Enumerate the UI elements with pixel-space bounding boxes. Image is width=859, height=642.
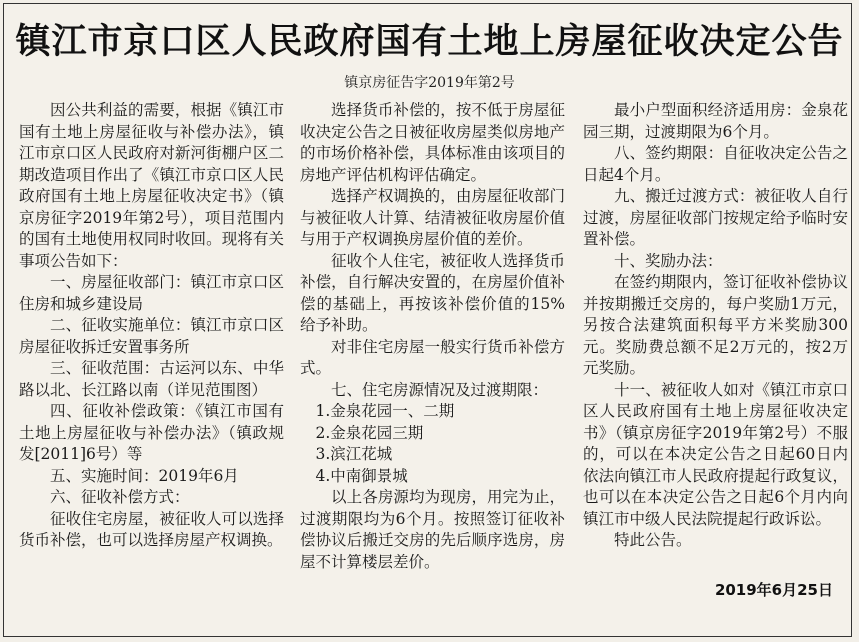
notice-title: 镇江市京口区人民政府国有土地上房屋征收决定公告 — [15, 22, 844, 62]
item-expropriation-scope: 三、征收范围：古运河以东、中华路以北、长江路以南（详见范围图） — [19, 359, 284, 399]
item-signing-period: 八、签约期限：自征收决定公告之日起4个月。 — [583, 144, 848, 184]
item-reward-method: 十、奖励办法： — [614, 251, 723, 270]
housing-source: 1.金泉花园一、二期 — [315, 402, 455, 420]
affordable-housing: 最小户型面积经济适用房：金泉花园三期，过渡期限为6个月。 — [583, 101, 848, 141]
document-number: 镇京房征告字2019年第2号 — [344, 75, 515, 91]
intro-paragraph: 因公共利益的需要，根据《镇江市国有土地上房屋征收与补偿办法》，镇江市京口区人民政府对新河街棚户区二期改造项目作出了《镇江市京口区人民政府国有土地上房屋征收决定书》（镇京房征字2019年第2号），项目范围内的国有土地使用权同时收回。现将有关事项公告如下： — [19, 101, 284, 270]
non-residential: 对非住宅房屋一般实行货币补偿方式。 — [300, 337, 565, 377]
closing-statement: 特此公告。 — [614, 531, 692, 549]
housing-source: 3.滨江花城 — [315, 445, 393, 463]
item-compensation-method: 六、征收补偿方式： — [50, 488, 190, 506]
item-implementing-unit: 二、征收实施单位：镇江市京口区房屋征收拆迁安置事务所 — [19, 316, 284, 356]
item-housing-sources: 七、住宅房源情况及过渡期限： — [331, 380, 549, 399]
reward-details: 在签约期限内，签订征收补偿协议并按期搬迁交房的，每户奖励1万元，另按合法建筑面积每平方米奖励300元。奖励费总额不足2万元的，按2万元奖励。 — [583, 273, 848, 377]
compensation-residential: 征收住宅房屋，被征收人可以选择货币补偿，也可以选择房屋产权调换。 — [19, 509, 284, 549]
property-exchange: 选择产权调换的，由房屋征收部门与被征收人计算、结清被征收房屋价值与用于产权调换房屋价值的差价。 — [300, 187, 565, 248]
notice-date: 2019年6月25日 — [714, 581, 833, 599]
item-expropriation-department: 一、房屋征收部门：镇江市京口区住房和城乡建设局 — [19, 273, 284, 313]
monetary-compensation: 选择货币补偿的，按不低于房屋征收决定公告之日被征收房屋类似房地产的市场价格补偿，具体标准由该项目的房地产评估机构评估确定。 — [300, 101, 565, 184]
item-compensation-policy: 四、征收补偿政策：《镇江市国有土地上房屋征收与补偿办法》（镇政规发[2011]6号）等 — [19, 402, 284, 463]
item-legal-remedy: 十一、被征收人如对《镇江市京口区人民政府国有土地上房屋征收决定书》（镇京房征字2019年第2号）不服的，可以在本决定公告之日起60日内依法向镇江市人民政府提起行政复议，也可以在本决定公告之日起6个月内向镇江市中级人民法院提起行政诉讼。 — [583, 380, 848, 528]
housing-source: 4.中南御景城 — [315, 466, 408, 485]
housing-source: 2.金泉花园三期 — [315, 423, 424, 442]
column-3 — [583, 100, 848, 552]
column-1 — [19, 100, 284, 552]
item-relocation-method: 九、搬迁过渡方式：被征收人自行过渡，房屋征收部门按规定给予临时安置补偿。 — [583, 187, 848, 248]
column-2 — [300, 100, 565, 573]
individual-residence: 征收个人住宅，被征收人选择货币补偿，自行解决安置的，在房屋价值补偿的基础上，再按该补偿价值的15%给予补助。 — [300, 251, 565, 334]
item-implementation-time: 五、实施时间：2019年6月 — [50, 466, 239, 485]
housing-note: 以上各房源均为现房，用完为止，过渡期限均为6个月。按照签订征收补偿协议后搬迁交房的先后顺序选房，房屋不计算楼层差价。 — [300, 488, 565, 571]
